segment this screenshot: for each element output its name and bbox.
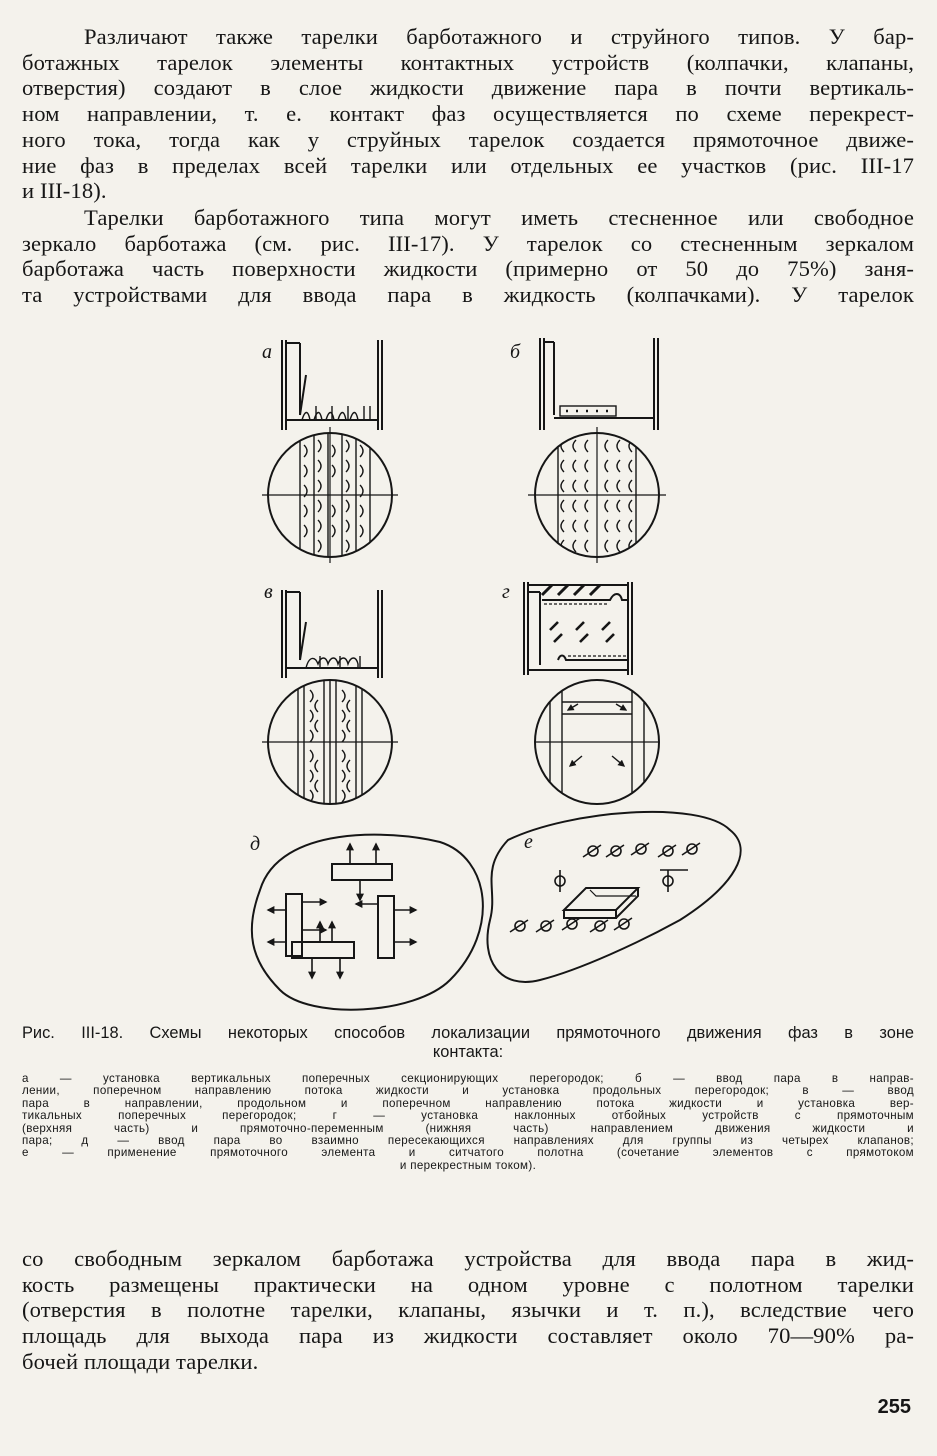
legend-line: а — установка вертикальных поперечных секционирующих перегородок; б — ввод пара в направ- (22, 1072, 914, 1085)
legend-line: тикальных поперечных перегородок; г — установка наклонных отбойных устройств с прямоточным (22, 1109, 914, 1123)
page-number: 255 (877, 1396, 911, 1418)
paragraph-2 (22, 205, 914, 308)
label-g: г (502, 581, 510, 603)
text-line: площадь для выхода пара из жидкости составляет около 70—90% ра- (22, 1323, 914, 1349)
diagram-v-elevation (282, 590, 382, 678)
figure-tray-schemes (240, 330, 760, 1020)
label-d: д (250, 833, 261, 855)
text-line: отверстия) создают в слое жидкости движение пара в почти вертикаль- (22, 75, 914, 101)
diagram-d-valves (252, 835, 483, 1010)
label-v: в (264, 581, 273, 603)
label-a: а (262, 341, 272, 363)
text-line: ние фаз в пределах всей тарелки или отдельных ее участков (рис. III-17 (22, 152, 914, 178)
legend-line: (верхняя часть) и прямоточно-переменным (нижняя часть) направлением движения жидкости и (22, 1121, 914, 1135)
figure-caption-legend (22, 1073, 914, 1172)
diagram-b-plan (528, 427, 666, 563)
caption-line: Рис. III-18. Схемы некоторых способов локализации прямоточного движения фаз в зоне (22, 1024, 914, 1042)
caption-line: контакта: (432, 1043, 504, 1061)
text-line: кость размещены практически на одном уровне с полотном тарелки (22, 1271, 914, 1297)
diagram-v-plan (262, 678, 398, 808)
diagram-b-elevation (540, 338, 658, 430)
text-line: зеркало барботажа (см. рис. III-17). У тарелок со стесненным зеркалом (22, 230, 914, 256)
text-line: и III-18). (22, 178, 107, 204)
text-line: ботажных тарелок элементы контактных устройств (колпачки, клапаны, (22, 49, 914, 75)
text-line: ного тока, тогда как у струйных тарелок создается прямоточное движе- (22, 126, 914, 152)
legend-line: и перекрестным током). (399, 1158, 537, 1172)
paragraph-3 (22, 1246, 914, 1375)
figure-caption-title (22, 1024, 914, 1062)
legend-line: е — применение прямоточного элемента и ситчатого полотна (сочетание элементов с прямотоком (22, 1146, 914, 1160)
text-line: (отверстия в полотне тарелки, клапаны, язычки и т. п.), вследствие чего (22, 1297, 914, 1323)
legend-line: лении, поперечном направлению потока жидкости и установка продольных перегородок; в — ввод (22, 1084, 914, 1098)
text-line: Различают также тарелки барботажного и струйного типов. У бар- (84, 24, 914, 49)
legend-line: пара в направлении, продольном и поперечном направлению потока жидкости и установка вер- (22, 1096, 914, 1110)
diagram-a-elevation (282, 340, 382, 430)
text-line: Тарелки барботажного типа могут иметь стесненное или свободное (84, 205, 914, 230)
legend-line: пара; д — ввод пара во взаимно пересекающихся направлениях для группы из четырех клапанов; (22, 1134, 914, 1148)
label-b: б (510, 341, 521, 363)
text-line: со свободным зеркалом барботажа устройства для ввода пара в жид- (22, 1246, 914, 1271)
diagram-g-elevation (524, 582, 632, 675)
text-line: барботажа часть поверхности жидкости (примерно от 50 до 75%) заня- (22, 256, 914, 282)
text-line: бочей площади тарелки. (22, 1348, 259, 1374)
paragraph-1 (22, 24, 914, 204)
text-line: та устройствами для ввода пара в жидкость (колпачками). У тарелок (22, 282, 914, 308)
text-line: ном направлении, т. е. контакт фаз осуществляется по схеме перекрест- (22, 101, 914, 127)
diagram-a-plan (262, 427, 398, 563)
label-e: е (524, 831, 533, 853)
diagram-g-plan (535, 678, 659, 808)
